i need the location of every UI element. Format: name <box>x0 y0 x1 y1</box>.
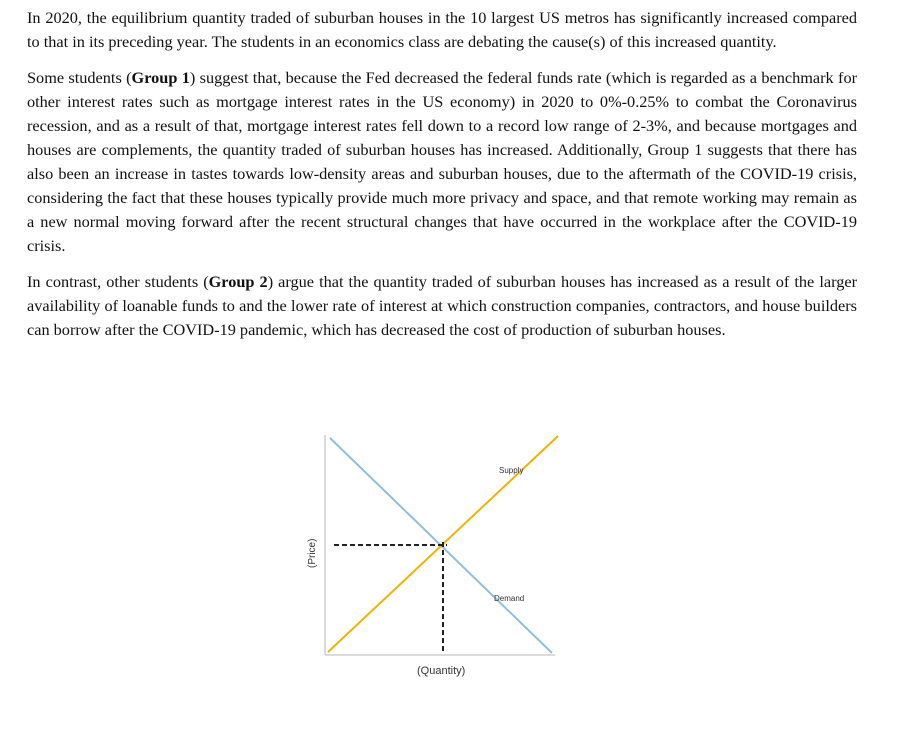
x-axis-label: (Quantity) <box>417 665 466 677</box>
paragraph-group1-after: ) suggest that, because the Fed decreased the federal funds rate (which is regarded as a benchmark for other interest rates such as mortgage interest rates in the US economy) in 2020 to 0%-0.25% to combat the Coronavirus recession, and as a result of that, mortgage interest rates fell down to a record low range of 2-3%, and because mortgages and houses are complements, the quantity traded of suburban houses has increased. Additionally, Group 1 suggests that there has also been an increase in tastes towards low-density areas and suburban houses, due to the aftermath of the COVID-19 crisis, considering the fact that these houses typically provide much more privacy and space, and that remote working may remain as a new normal moving forward after the recent structural changes that have occurred in the workplace after the COVID-19 crisis. <box>27 68 858 255</box>
paragraph-group2-after: ) argue that the quantity traded of suburban houses has increased as a result of the larger availability of loanable funds to and the lower rate of interest at which construction companies, contractors, and house builders can borrow after the COVID-19 pandemic, which has decreased the cost of production of suburban houses. <box>27 272 857 339</box>
supply-demand-svg <box>290 420 590 690</box>
y-axis-label: (Price) <box>307 538 318 568</box>
paragraph-intro <box>27 6 857 54</box>
paragraph-group1 <box>27 66 857 258</box>
paragraph-group2-before: In contrast, other students ( <box>27 272 209 291</box>
paragraph-intro-text: In 2020, the equilibrium quantity traded of suburban houses in the 10 largest US metros has significantly increased compared to that in its preceding year. The students in an economics class are debating the cause(s) of this increased quantity. <box>27 8 857 51</box>
paragraph-group1-before: Some students ( <box>27 68 132 87</box>
group1-label: Group 1 <box>131 68 190 87</box>
supply-demand-diagram <box>290 420 590 690</box>
demand-label: Demand <box>494 594 525 603</box>
paragraph-group2 <box>27 270 857 342</box>
supply-label: Supply <box>499 466 524 475</box>
group2-label: Group 2 <box>208 272 268 291</box>
document-body <box>27 6 857 354</box>
